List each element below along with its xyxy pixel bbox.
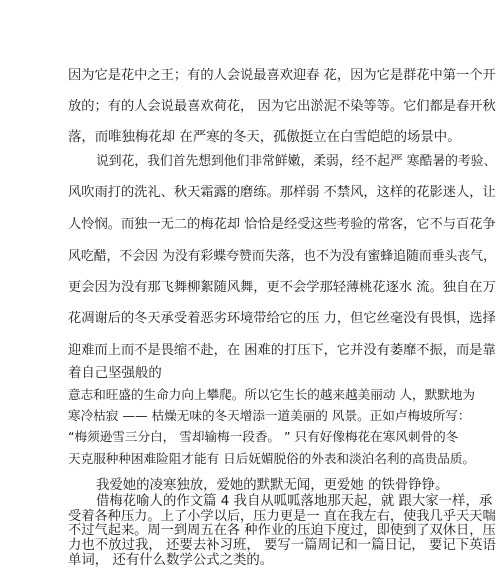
text-line: 放的；有的人会说最喜欢荷花， 因为它出淤泥不染等等。它们都是春开秋 xyxy=(68,99,496,114)
text-line: 迎难而上而不是畏缩不赴，在 困难的打压下，它并没有萎靡不振，而是靠 xyxy=(68,343,496,358)
text-line: 天克服种种困难险阻才能有 日后妩媚脱俗的外表和淡泊名利的高贵品质。 xyxy=(68,451,476,466)
text-line: 不过气起来。周一到周五在各 种作业的压迫下度过，即使到了双休日，压 xyxy=(68,523,496,539)
text-line: 风吹雨打的洗礼、秋天霜露的磨练。那样弱 不禁风，这样的花影迷人，让 xyxy=(68,185,496,200)
text-line: 花凋谢后的冬天承受着恶劣环境带给它的压 力，但它丝毫没有畏惧，选择 xyxy=(68,311,496,326)
text-line: 单词， 还有什么数学公式之类的。 xyxy=(68,552,274,568)
text-line: “梅须逊雪三分白， 雪却输梅一段香。 ” 只有好像梅花在寒风刺骨的冬 xyxy=(68,429,459,444)
text-line: 寒冷枯寂 —— 枯燥无味的冬天增添一道美丽的 风景。正如卢梅坡所写： xyxy=(68,408,471,423)
text-line: 意志和旺盛的生命力向上攀爬。所以它生长的越来越美丽动 人，默默地为 xyxy=(68,387,476,402)
text-line: 人怜悯。而独一无二的梅花却 恰恰是经受这些考验的常客，它不与百花争 xyxy=(68,217,496,232)
text-line: 落，而唯独梅花却 在严寒的冬天，孤傲挺立在白雪皑皑的场景中。 xyxy=(68,130,461,145)
text-line: 风吃醋，不会因 为没有彩蝶夸赞而失落，也不为没有蜜蜂追随而垂头丧气， xyxy=(68,249,496,264)
text-line: 我爱她的凌寒独放，爱她的默默无闻，更爱她 的铁骨铮铮。 xyxy=(96,478,449,493)
text-line: 受着各种压力。上了小学以后，压力更是一 直在我左右，使我几乎天天喘 xyxy=(68,508,496,524)
text-line: 借梅花喻人的作文篇 4 我自从呱呱落地那天起，就 跟大家一样，承 xyxy=(96,493,493,509)
text-line: 力也不放过我， 还要去补习班， 要写一篇周记和一篇日记， 要记下英语 xyxy=(68,538,496,554)
text-line: 说到花，我们首先想到他们非常鲜嫩，柔弱，经不起严 寒酷暑的考验、 xyxy=(96,154,497,169)
text-line: 因为它是花中之王；有的人会说最喜欢迎春 花，因为它是群花中第一个开 xyxy=(68,68,496,83)
text-line: 着自己坚强般的 xyxy=(68,366,162,381)
text-line: 更会因为没有那飞舞柳絮随风舞，更不会学那轻薄桃花逐水 流。独自在万 xyxy=(68,280,496,295)
